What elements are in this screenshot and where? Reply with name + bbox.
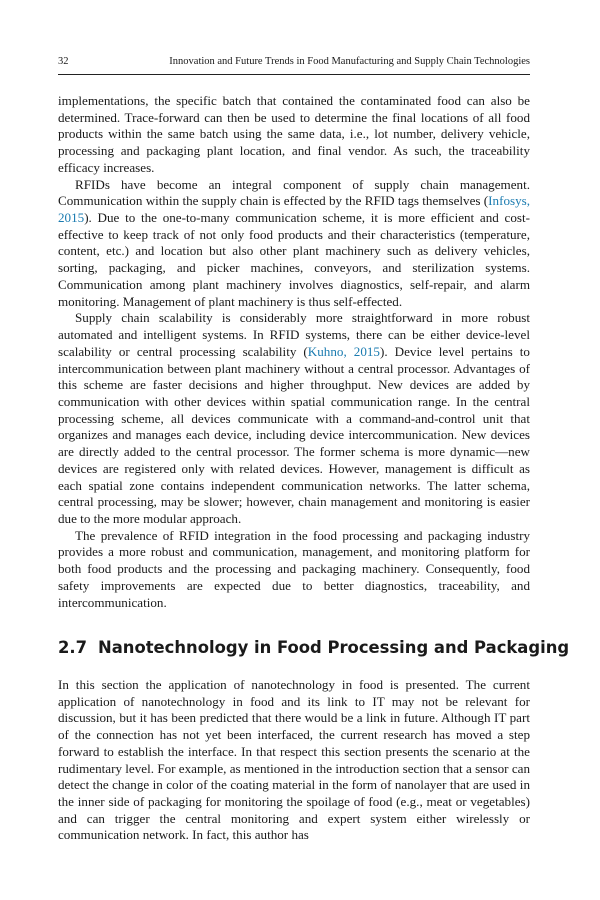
section-body-text	[58, 677, 530, 844]
section-heading	[58, 638, 570, 657]
paragraph-2: RFIDs have become an integral component of supply chain management. Communication within the supply chain is effected by the RFID tags themselves (Infosys, 2015). Due to the one-to-many communication scheme, it is more efficient and cost-effective to keep track of not only food products and their characteristics (temperature, content, etc.) and location but also other plant machinery such as delivery vehicles, sorting, packaging, and picker machines, conveyors, and sterilization systems. Communication among plant machinery involves diagnostics, self-repair, and alarm monitoring. Management of plant machinery is thus self-effected.	[58, 176, 530, 309]
section-number: 2.7	[58, 638, 88, 657]
section-paragraph-1: In this section the application of nanotechnology in food is presented. The current application of nanotechnology in food and its link to IT may not be relevant for discussion, but it has been predicted that there would be a link in future. Although IT part of the connection has not yet been interfaced, the current research has moved a step forward to establish the interface. In that respect this section presents the scenario at the rudimentary level. For example, as mentioned in the introduction section that a sensor can detect the change in color of the coating material in the form of nanolayer that are used in the inner side of packaging for monitoring the spoilage of food (e.g., meat or vegetables) and can trigger the central monitoring and expert system either wirelessly or communication network. In fact, this author has	[58, 677, 530, 843]
citation-link-infosys[interactable]: Infosys, 2015	[58, 193, 530, 226]
body-text	[58, 93, 530, 611]
page-number: 32	[58, 56, 69, 67]
book-title: Innovation and Future Trends in Food Manufacturing and Supply Chain Technologies	[169, 56, 530, 67]
paragraph-3: Supply chain scalability is considerably more straightforward in more robust automated and intelligent systems. In RFID systems, there can be either device-level scalability or central processing scalability (Kuhno, 2015). Device level pertains to intercommunication between plant machinery without a central processor. Advantages of this scheme are faster decisions and higher throughput. New devices are added by communication with other devices within spatial communication range. In the central processing scheme, all devices communicate with a command-and-control unit that organizes and manages each device, including device intercommunication. New devices are directly added to the central processor. The former schema is more dynamic—new devices are registered only with related devices. However, management is difficult as each spatial zone contains independent communication networks. The latter schema, central processing, may be slower; however, chain management and monitoring is easier due to the more modular approach.	[58, 310, 530, 526]
paragraph-1: implementations, the specific batch that contained the contaminated food can also be determined. Trace-forward can then be used to determine the final locations of all food products within the same batch using the same data, i.e., lot number, delivery vehicle, processing and packaging plant location, and final vendor. As such, the traceability efficacy increases.	[58, 93, 530, 175]
section-title: Nanotechnology in Food Processing and Packaging	[98, 638, 570, 657]
citation-link-kuhno[interactable]: Kuhno, 2015	[307, 343, 380, 359]
paragraph-4: The prevalence of RFID integration in the food processing and packaging industry provides a more robust and communication, management, and monitoring platform for both food products and the processing and packaging machinery. Consequently, food safety improvements are expected due to better diagnostics, traceability, and intercommunication.	[58, 527, 530, 610]
running-head-rule	[58, 74, 530, 75]
running-head	[58, 56, 530, 67]
